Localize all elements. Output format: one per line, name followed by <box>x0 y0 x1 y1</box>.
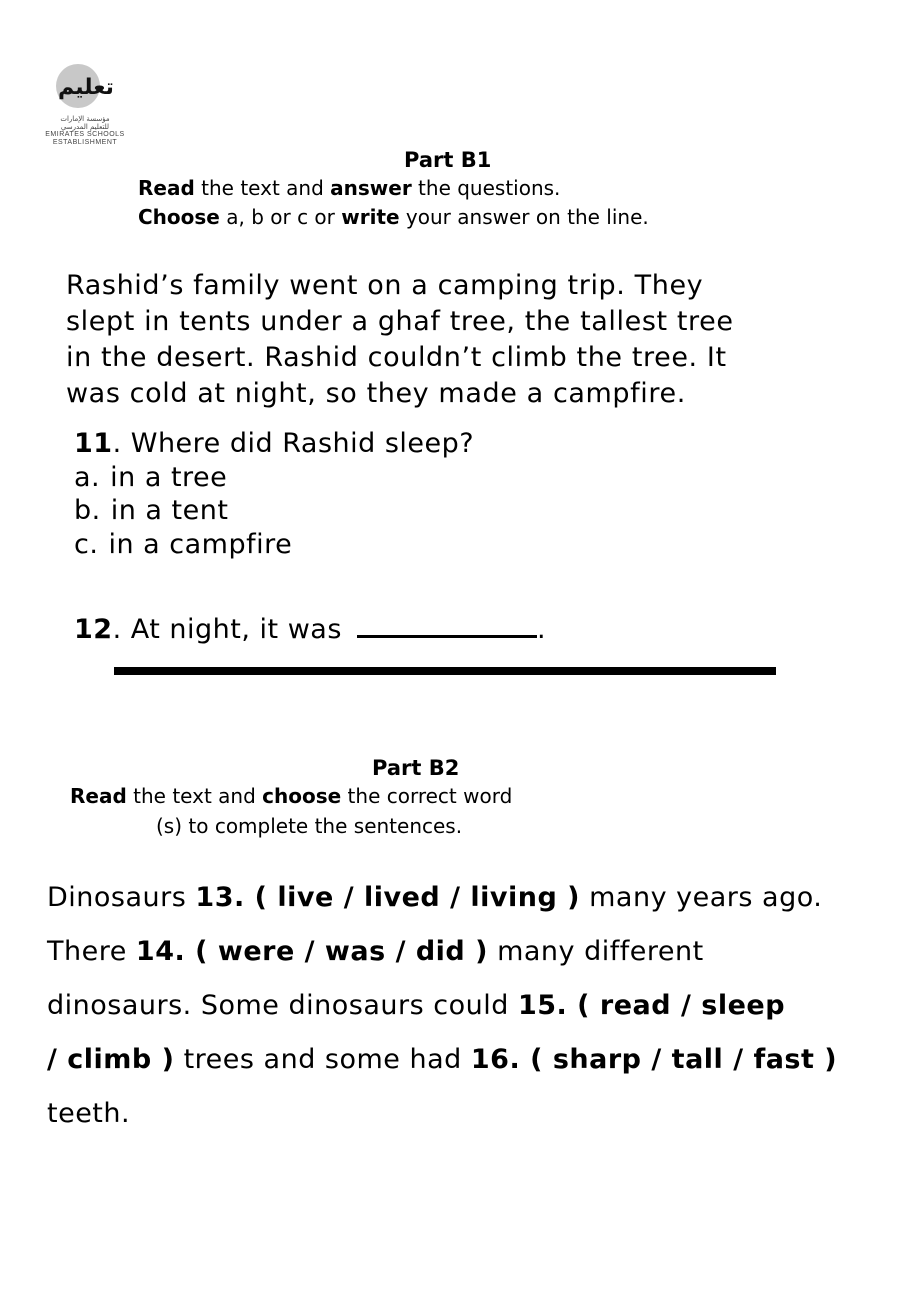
option-text: in a campfire <box>108 529 293 560</box>
option-text: in a tent <box>110 495 229 526</box>
instr-text: a, b or c or <box>219 205 342 229</box>
cloze-text: dinosaurs. Some dinosaurs could <box>47 990 518 1021</box>
part-b2-title: Part B2 <box>372 756 460 780</box>
instr-answer-word: answer <box>330 176 412 200</box>
question-12 <box>74 614 546 645</box>
passage-line: Rashid’s family went on a camping trip. They <box>66 270 704 301</box>
cloze-text: many years ago. <box>580 882 823 913</box>
instr-choose-word: choose <box>262 784 342 808</box>
instr-text: the text and <box>194 176 331 200</box>
logo-arabic-mark: تعليم <box>58 75 114 100</box>
cloze-choice[interactable]: 15. ( read / sleep <box>517 990 786 1021</box>
option-letter: c. <box>74 529 99 560</box>
logo-arabic-line1: مؤسسة الإمارات <box>60 115 110 123</box>
instr-text: the text and <box>126 784 263 808</box>
option-letter: b. <box>74 495 101 526</box>
instr-read-word: Read <box>70 784 127 808</box>
cloze-choice[interactable]: / climb ) <box>47 1044 175 1075</box>
instr-read-word: Read <box>138 176 195 200</box>
instr-write-word: write <box>341 205 400 229</box>
cloze-line <box>47 1044 837 1075</box>
cloze-line <box>47 990 785 1021</box>
reading-passage <box>66 268 826 412</box>
question-text: . At night, it was <box>112 614 351 645</box>
instr-choose-word: Choose <box>138 205 220 229</box>
option-a[interactable] <box>74 462 227 493</box>
part-b2-instruction-2: (s) to complete the sentences. <box>156 814 463 838</box>
question-number: 12 <box>74 614 113 645</box>
answer-blank[interactable] <box>357 615 537 638</box>
cloze-line <box>47 882 822 913</box>
cloze-text: many different <box>487 936 704 967</box>
logo-arabic-line2: للتعليم المدرسي <box>60 123 110 131</box>
question-number: 11 <box>74 428 113 459</box>
instr-text: your answer on the line. <box>399 205 649 229</box>
logo-mark-icon <box>40 60 130 115</box>
question-end: . <box>536 614 547 645</box>
cloze-choice[interactable]: 16. ( sharp / tall / fast ) <box>470 1044 838 1075</box>
logo-english-line1: EMIRATES SCHOOLS <box>45 131 125 138</box>
cloze-line <box>47 1098 130 1129</box>
passage-line: slept in tents under a ghaf tree, the tallest tree <box>66 306 734 337</box>
cloze-line <box>47 936 704 967</box>
cloze-text: Dinosaurs <box>47 882 196 913</box>
instr-text: the questions. <box>411 176 561 200</box>
cloze-text: trees and some had <box>174 1044 471 1075</box>
logo-english-line2: ESTABLISHMENT <box>52 139 118 146</box>
section-divider <box>114 667 776 675</box>
cloze-text: teeth. <box>47 1098 131 1129</box>
question-text: . Where did Rashid sleep? <box>112 428 475 459</box>
option-c[interactable] <box>74 529 292 560</box>
option-letter: a. <box>74 462 101 493</box>
passage-line: was cold at night, so they made a campfire. <box>66 378 686 409</box>
cloze-choice[interactable]: 14. ( were / was / did ) <box>135 936 488 967</box>
option-text: in a tree <box>110 462 228 493</box>
part-b1-instruction-2 <box>138 205 649 229</box>
emirates-schools-logo <box>40 60 130 152</box>
cloze-text: There <box>47 936 136 967</box>
passage-line: in the desert. Rashid couldn’t climb the tree. It <box>66 342 727 373</box>
part-b1-title: Part B1 <box>404 148 492 172</box>
part-b1-instruction-1 <box>138 176 560 200</box>
cloze-choice[interactable]: 13. ( live / lived / living ) <box>195 882 581 913</box>
instr-text: the correct word <box>341 784 513 808</box>
part-b2-instruction-1 <box>70 784 512 808</box>
question-11 <box>74 428 474 459</box>
option-b[interactable] <box>74 495 228 526</box>
